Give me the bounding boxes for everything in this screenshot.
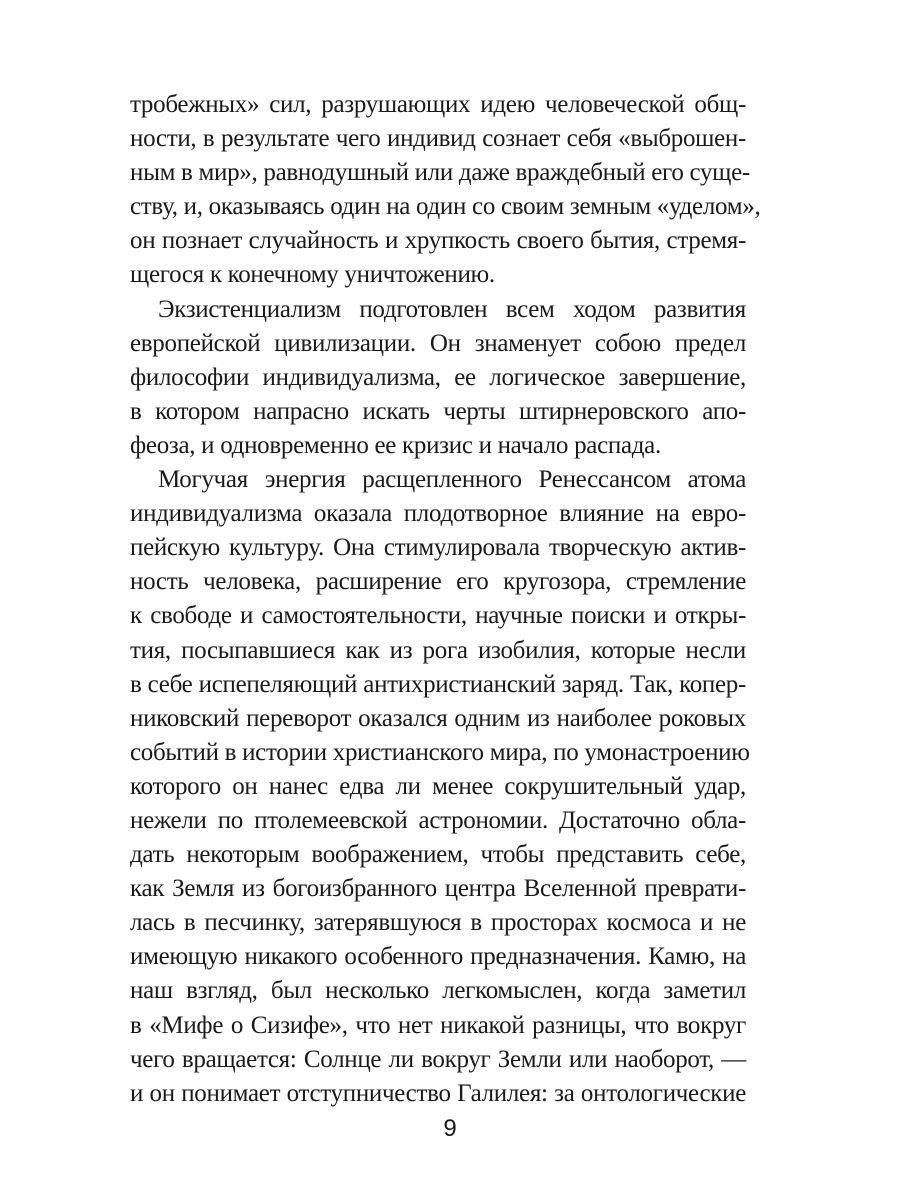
text-line: как Земля из богоизбранного центра Вселенной преврати- [130,875,746,903]
text-line: щегося к конечному уничтожению. [130,261,495,289]
text-line: нежели по птолемеевской астрономии. Достаточно обла- [130,806,746,834]
text-line: и он понимает отступничество Галилея: за онтологические [130,1079,746,1107]
text-line: Могучая энергия расщепленного Ренессансом атома [158,466,746,494]
text-line: ности, в результате чего индивид сознает себя «выброшен- [130,125,746,153]
text-line: имеющую никакого особенного предназначения. Камю, на [130,943,746,971]
text-line: тробежных» сил, разрушающих идею человеческой общ- [130,91,746,118]
book-page-body [130,88,761,1111]
text-line: он познает случайность и хрупкость своего бытия, стремя- [130,227,746,255]
text-line: которого он нанес едва ли менее сокрушительный удар, [130,772,746,800]
text-line: наш взгляд, был несколько легкомыслен, когда заметил [130,977,746,1005]
text-line: в себе испепеляющий антихристианский заряд. Так, копер- [130,670,746,698]
text-line: ству, и, оказываясь один на один со своим земным «уделом», [130,193,761,221]
text-line: ность человека, расширение его кругозора, стремление [130,568,746,596]
paragraph-1 [130,88,761,293]
text-line: европейской цивилизации. Он знаменует собою предел [130,329,746,357]
text-line: индивидуализма оказала плодотворное влияние на евро- [130,500,746,528]
text-line: пейскую культуру. Она стимулировала творческую актив- [130,534,746,562]
text-line: к свободе и самостоятельности, научные поиски и откры- [130,602,746,630]
page-number: 9 [443,1115,457,1142]
text-line: тия, посыпавшиеся как из рога изобилия, которые несли [130,636,746,664]
text-line: феоза, и одновременно ее кризис и начало распада. [130,431,661,459]
text-line: дать некоторым воображением, чтобы представить себе, [130,841,746,869]
paragraph-2 [130,293,746,463]
paragraph-3 [130,463,750,1111]
text-line: никовский переворот оказался одним из наиболее роковых [130,704,746,732]
text-line: событий в истории христианского мира, по умонастроению [130,738,750,766]
text-line: философии индивидуализма, ее логическое завершение, [130,363,746,391]
text-line: ным в мир», равнодушный или даже враждебный его суще- [130,159,750,187]
text-line: чего вращается: Солнце ли вокруг Земли или наоборот, — [130,1045,746,1073]
text-line: лась в песчинку, затерявшуюся в просторах космоса и не [130,909,746,937]
text-line: в «Мифе о Сизифе», что нет никакой разницы, что вокруг [130,1011,746,1039]
text-line: в котором напрасно искать черты штирнеровского апо- [130,397,746,425]
text-line: Экзистенциализм подготовлен всем ходом развития [158,295,746,323]
